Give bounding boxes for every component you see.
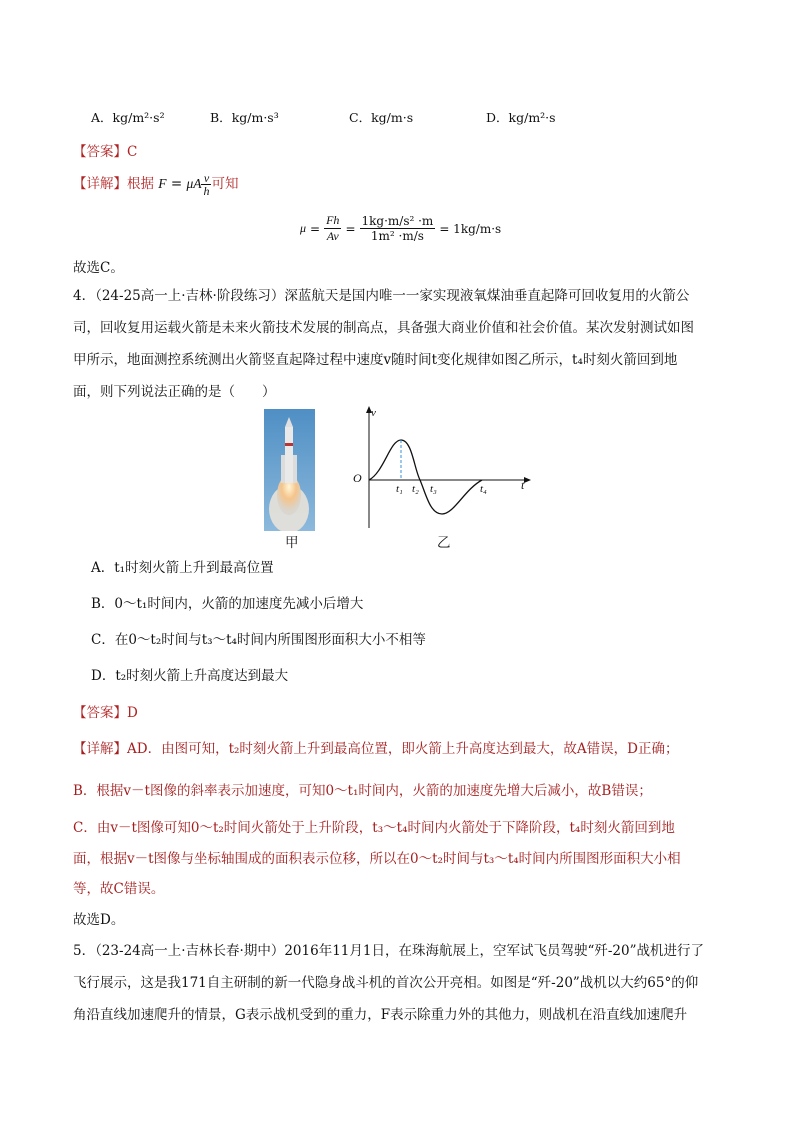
axis-label-t: t xyxy=(521,478,525,492)
axis-label-v: v xyxy=(371,407,376,419)
q4-option-a: A．t₁时刻火箭上升到最高位置 xyxy=(91,560,274,576)
q5-stem-line-3: 角沿直线加速爬升的情景，G表示战机受到的重力，F表示除重力外的其他力，则战机在沿直线加速爬升 xyxy=(73,1007,688,1023)
q4-stem-line-4: 面，则下列说法正确的是（ ） xyxy=(73,384,276,400)
q3-mu-formula: μ = $\frac{Fh}{Av}$ = $\frac{\text{1kg·m/s² ·m}}{\text{1m² ·m/s}}$ = 1kg/m·s xyxy=(300,213,502,243)
tick-label-t3: t₃ xyxy=(430,483,437,495)
q3-conclusion: 故选C。 xyxy=(73,260,124,276)
q4-stem-line-3: 甲所示，地面测控系统测出火箭竖直起降过程中速度v随时间t变化规律如图乙所示，t₄时刻火箭回到地 xyxy=(73,352,678,368)
q4-conclusion: 故选D。 xyxy=(73,912,125,928)
q4-detail-line-4: 面，根据v－t图像与坐标轴围成的面积表示位移，所以在0～t₂时间与t₃～t₄时间内所围图形面积大小相 xyxy=(73,851,681,867)
rocket-launch-image xyxy=(264,409,315,531)
q3-option-b: B．kg/m·s³ xyxy=(210,110,279,125)
q4-stem-line-2: 司，回收复用运载火箭是未来火箭技术发展的制高点，具备强大商业价值和社会价值。某次发射测试如图 xyxy=(73,320,694,336)
q3-option-c: C．kg/m·s xyxy=(349,110,414,125)
axis-label-origin: O xyxy=(353,471,362,485)
q3-option-a: A．kg/m²·s² xyxy=(91,110,165,125)
q4-answer: 【答案】D xyxy=(73,705,138,721)
q3-formula-f: F = μA $\frac{v}{h}$ xyxy=(158,171,210,198)
q4-detail-line-5: 等，故C错误。 xyxy=(73,881,165,897)
tick-label-t4: t₄ xyxy=(480,483,487,495)
vt-graph xyxy=(346,404,536,534)
q3-option-d: D．kg/m²·s xyxy=(486,110,556,125)
q4-option-b: B．0～t₁时间内，火箭的加速度先减小后增大 xyxy=(91,596,364,612)
tick-label-t2: t₂ xyxy=(412,483,419,495)
q4-stem-line-1: 4．（24-25高一上·吉林·阶段练习）深蓝航天是国内唯一一家实现液氧煤油垂直起降可回收复用的火箭公 xyxy=(73,288,690,304)
q5-stem-line-1: 5．（23-24高一上·吉林长春·期中）2016年11月1日，在珠海航展上，空军试飞员驾驶“歼-20”战机进行了 xyxy=(73,943,705,959)
q4-detail-line-1: 【详解】AD．由图可知，t₂时刻火箭上升到最高位置，即火箭上升高度达到最大，故A错误，D正确； xyxy=(73,741,679,757)
q3-answer: 【答案】C xyxy=(73,144,138,160)
tick-label-t1: t₁ xyxy=(396,483,403,495)
q5-stem-line-2: 飞行展示，这是我171自主研制的新一代隐身战斗机的首次公开亮相。如图是“歼-20”战机以大约65°的仰 xyxy=(73,975,699,991)
q4-option-c: C．在0～t₂时间与t₃～t₄时间内所围图形面积大小不相等 xyxy=(91,632,426,648)
q4-detail-line-2: B．根据v－t图像的斜率表示加速度，可知0～t₁时间内，火箭的加速度先增大后减小，故B错误； xyxy=(73,783,652,799)
q4-detail-line-3: C．由v－t图像可知0～t₂时间火箭处于上升阶段，t₃～t₄时间内火箭处于下降阶段，t₄时刻火箭回到地 xyxy=(73,820,675,836)
figure-label-jia: 甲 xyxy=(285,535,299,551)
q3-detail: 【详解】根据 F = μA $\frac{v}{h}$ 可知 xyxy=(73,171,239,198)
figure-label-yi: 乙 xyxy=(437,535,451,551)
q4-option-d: D．t₂时刻火箭上升高度达到最大 xyxy=(91,668,289,684)
